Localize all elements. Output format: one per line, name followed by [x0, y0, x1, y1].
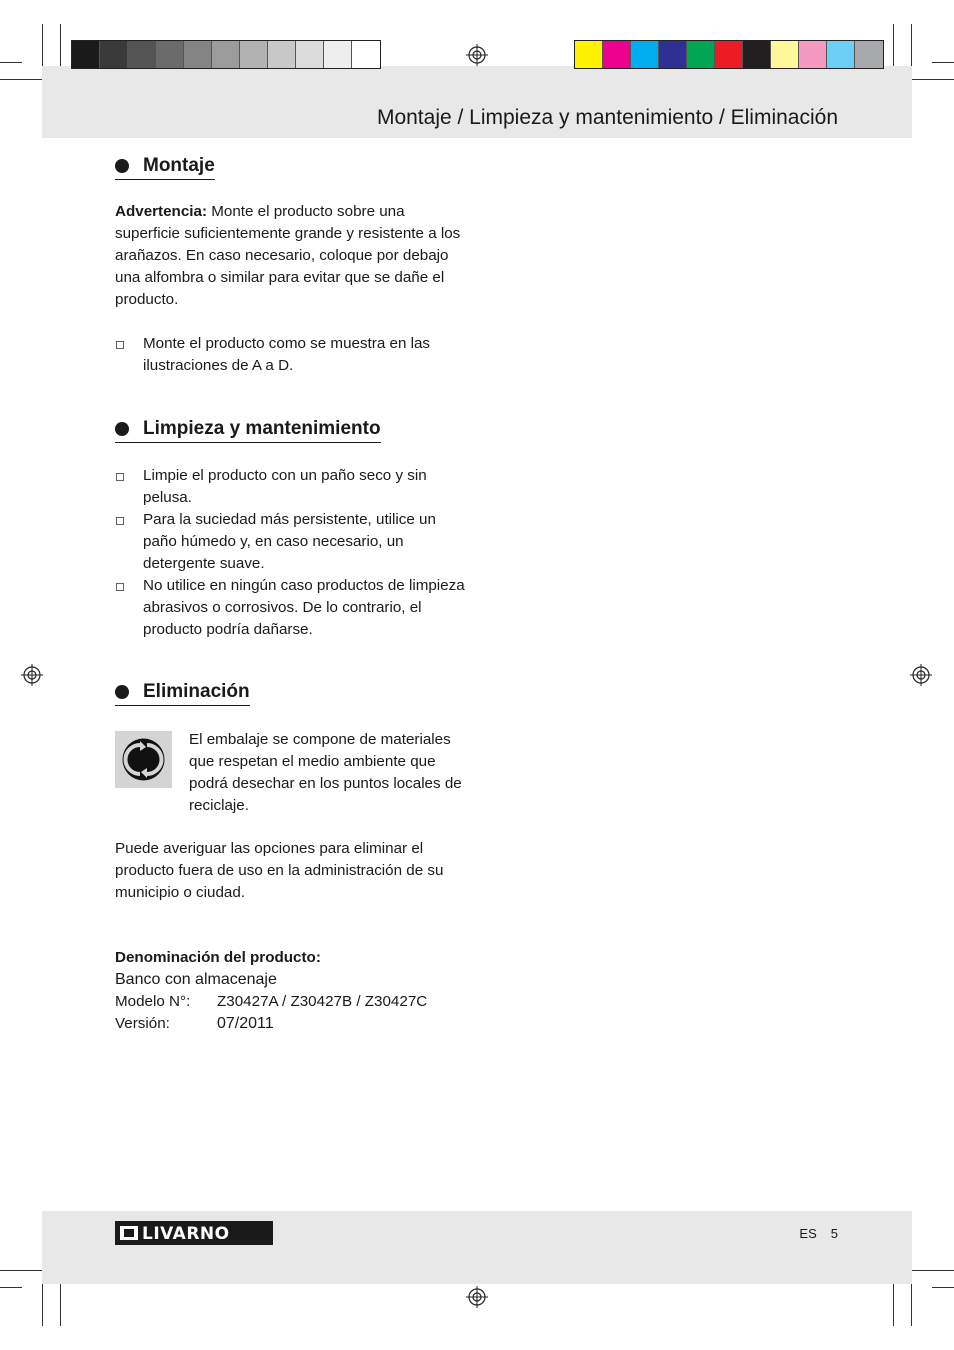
- bullet-dot-icon: [115, 159, 129, 173]
- checkbox-square-icon: [116, 341, 124, 349]
- version-label: Versión:: [115, 1015, 170, 1032]
- registration-mark-icon: [466, 44, 488, 66]
- crop-mark: [42, 1278, 43, 1326]
- crop-mark: [893, 24, 894, 72]
- checkbox-square-icon: [116, 473, 124, 481]
- packaging-text: El embalaje se compone de materiales que respetan el medio ambiente que podrá desechar en los puntos locales de reciclaje.: [189, 731, 462, 814]
- color-swatch: [799, 41, 827, 68]
- page-title: Montaje / Limpieza y mantenimiento / Eliminación: [376, 106, 838, 129]
- warning-paragraph: [115, 201, 470, 311]
- limpieza-list: [115, 465, 470, 641]
- list-item: Monte el producto como se muestra en las ilustraciones de A a D.: [115, 333, 470, 377]
- section-heading-limpieza: Limpieza y mantenimiento: [115, 418, 381, 443]
- registration-mark-icon: [466, 1286, 488, 1308]
- color-swatch: [575, 41, 603, 68]
- crop-mark: [0, 62, 22, 63]
- crop-mark: [911, 24, 912, 72]
- page-footer: [42, 1211, 912, 1284]
- registration-mark-icon: [21, 664, 43, 686]
- color-swatch: [771, 41, 799, 68]
- color-swatch: [352, 41, 380, 68]
- crop-mark: [0, 1287, 22, 1288]
- version-value: 07/2011: [217, 1015, 274, 1032]
- warning-label: Advertencia:: [115, 203, 208, 220]
- color-swatch: [100, 41, 128, 68]
- model-value: Z30427A / Z30427B / Z30427C: [217, 993, 428, 1010]
- crop-mark: [906, 1270, 954, 1271]
- color-swatch: [855, 41, 883, 68]
- color-swatch: [659, 41, 687, 68]
- crop-mark: [0, 1270, 48, 1271]
- color-swatch: [715, 41, 743, 68]
- color-swatch: [827, 41, 855, 68]
- section-heading-eliminacion: Eliminación: [115, 681, 250, 706]
- color-swatch: [631, 41, 659, 68]
- crop-mark: [932, 62, 954, 63]
- product-name: Banco con almacenaje: [115, 971, 277, 988]
- crop-mark: [60, 1278, 61, 1326]
- color-swatch: [72, 41, 100, 68]
- list-item: Limpie el producto con un paño seco y sin pelusa.: [115, 465, 470, 509]
- page-number-value: 5: [830, 1226, 838, 1241]
- page-header: [42, 66, 912, 138]
- bullet-dot-icon: [115, 422, 129, 436]
- list-item: No utilice en ningún caso productos de limpieza abrasivos o corrosivos. De lo contrario, el producto podría dañarse.: [115, 575, 470, 641]
- green-dot-recycle-icon: [115, 731, 172, 788]
- warning-text: Monte el producto sobre una superficie suficientemente grande y resistente a los arañazos. En caso necesario, coloque por debajo una alfombra o similar para evitar que se dañe el producto.: [115, 203, 461, 308]
- section-heading-montaje: Montaje: [115, 155, 215, 180]
- color-swatch: [324, 41, 352, 68]
- checkbox-square-icon: [116, 583, 124, 591]
- crop-mark: [906, 79, 954, 80]
- crop-mark: [42, 24, 43, 72]
- page-number: [799, 1226, 838, 1241]
- model-label: Modelo N°:: [115, 993, 191, 1010]
- grayscale-calibration-bar: [71, 40, 381, 69]
- version-row: [115, 1013, 274, 1035]
- color-swatch: [156, 41, 184, 68]
- crop-mark: [0, 79, 48, 80]
- checkbox-square-icon: [116, 517, 124, 525]
- color-swatch: [128, 41, 156, 68]
- color-swatch: [296, 41, 324, 68]
- crop-mark: [60, 24, 61, 72]
- color-swatch: [240, 41, 268, 68]
- product-label: Denominación del producto:: [115, 949, 321, 966]
- disposal-text: Puede averiguar las opciones para eliminar el producto fuera de uso en la administración de su municipio o ciudad.: [115, 840, 444, 901]
- registration-mark-icon: [910, 664, 932, 686]
- list-item: Para la suciedad más persistente, utilice un paño húmedo y, en caso necesario, un detergente suave.: [115, 509, 470, 575]
- color-swatch: [687, 41, 715, 68]
- color-swatch: [603, 41, 631, 68]
- color-calibration-bar: [574, 40, 884, 69]
- color-swatch: [268, 41, 296, 68]
- montaje-list: [115, 333, 470, 377]
- crop-mark: [893, 1278, 894, 1326]
- crop-mark: [932, 1287, 954, 1288]
- color-swatch: [743, 41, 771, 68]
- model-row: [115, 991, 428, 1013]
- language-code: ES: [799, 1226, 817, 1241]
- logo-mark-icon: [120, 1226, 138, 1240]
- color-swatch: [212, 41, 240, 68]
- crop-mark: [911, 1278, 912, 1326]
- livarno-logo: LIVARNO: [115, 1221, 273, 1245]
- bullet-dot-icon: [115, 685, 129, 699]
- color-swatch: [184, 41, 212, 68]
